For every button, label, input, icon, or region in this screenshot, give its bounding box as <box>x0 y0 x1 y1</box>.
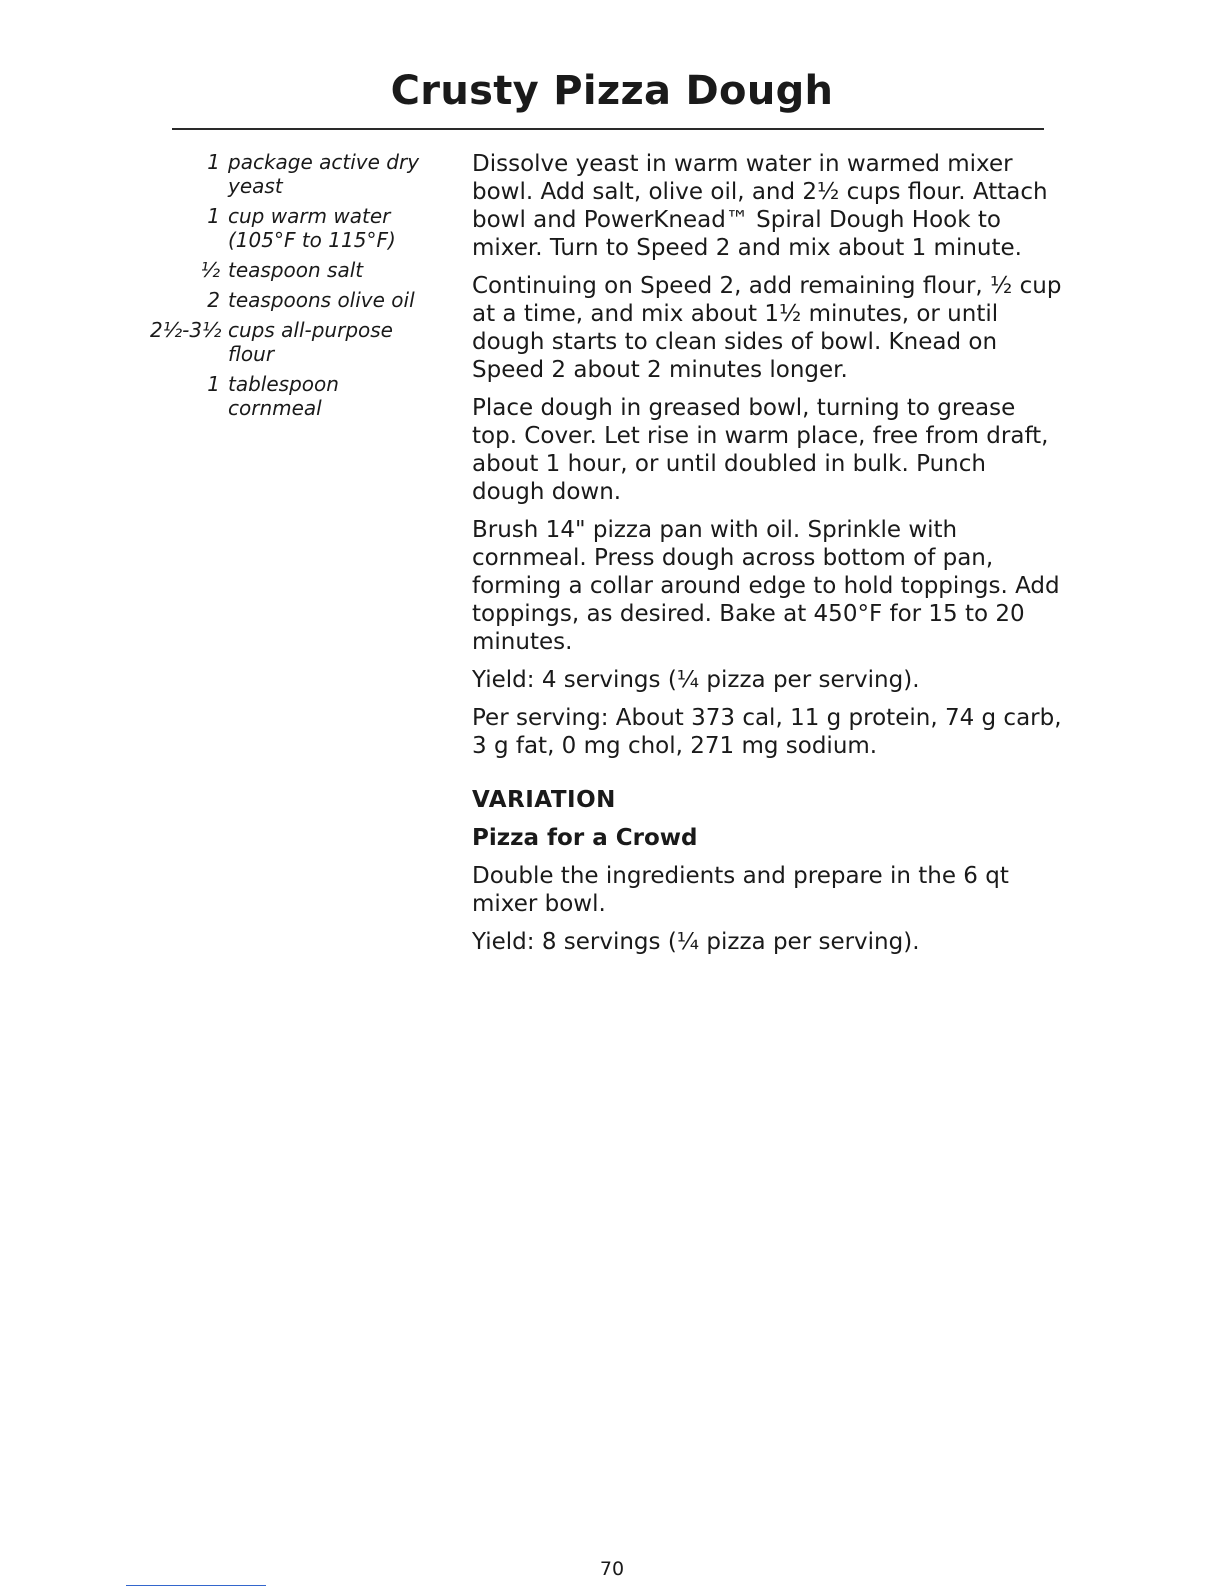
ingredient-quantity: 2 <box>207 288 220 312</box>
page-number: 70 <box>599 1558 625 1580</box>
direction-paragraph: Place dough in greased bowl, turning to grease top. Cover. Let rise in warm place, free from draft, about 1 hour, or until doubled in bulk. Punch dough down. <box>472 395 1049 505</box>
page-title: Crusty Pizza Dough <box>390 68 834 114</box>
direction-paragraph: Brush 14" pizza pan with oil. Sprinkle with cornmeal. Press dough across bottom of pan, forming a collar around edge to hold toppings. Add toppings, as desired. Bake at 450°F for 15 to 20 minutes. <box>472 517 1060 655</box>
ingredient-item <box>150 204 450 252</box>
ingredient-quantity: ½ <box>200 258 220 282</box>
ingredient-name: cups all-purpose flour <box>228 318 393 366</box>
ingredient-quantity: 2½-3½ <box>150 318 222 342</box>
ingredient-name: cup warm water (105°F to 115°F) <box>228 204 396 252</box>
nutrition-text: Per serving: About 373 cal, 11 g protein, 74 g carb, 3 g fat, 0 mg chol, 271 mg sodium. <box>472 705 1062 759</box>
variation-heading: VARIATION <box>472 787 616 813</box>
ingredient-item <box>150 288 450 312</box>
ingredient-list <box>150 150 450 426</box>
direction-paragraph: Continuing on Speed 2, add remaining flour, ½ cup at a time, and mix about 1½ minutes, or until dough starts to clean sides of bowl. Knead on Speed 2 about 2 minutes longer. <box>472 273 1062 383</box>
ingredient-name: teaspoons olive oil <box>228 288 415 312</box>
ingredient-item <box>150 318 450 366</box>
variation-yield-text: Yield: 8 servings (¼ pizza per serving). <box>472 929 920 955</box>
variation-paragraph: Double the ingredients and prepare in the 6 qt mixer bowl. <box>472 863 1009 917</box>
ingredient-name: tablespoon cornmeal <box>228 372 339 420</box>
ingredient-quantity: 1 <box>207 372 220 396</box>
variation-subheading: Pizza for a Crowd <box>472 825 698 851</box>
ingredient-quantity: 1 <box>207 150 220 174</box>
yield-text: Yield: 4 servings (¼ pizza per serving). <box>472 667 920 693</box>
ingredient-item <box>150 150 450 198</box>
direction-paragraph: Dissolve yeast in warm water in warmed mixer bowl. Add salt, olive oil, and 2½ cups flour. Attach bowl and PowerKnead™ Spiral Dough Hook to mixer. Turn to Speed 2 and mix about 1 minute. <box>472 151 1048 261</box>
ingredient-item <box>150 372 450 420</box>
ingredient-name: teaspoon salt <box>228 258 364 282</box>
ingredient-name: package active dry yeast <box>228 150 420 198</box>
ingredient-quantity: 1 <box>207 204 220 228</box>
directions <box>472 150 1062 966</box>
ingredient-item <box>150 258 450 282</box>
title-divider <box>172 128 1044 130</box>
